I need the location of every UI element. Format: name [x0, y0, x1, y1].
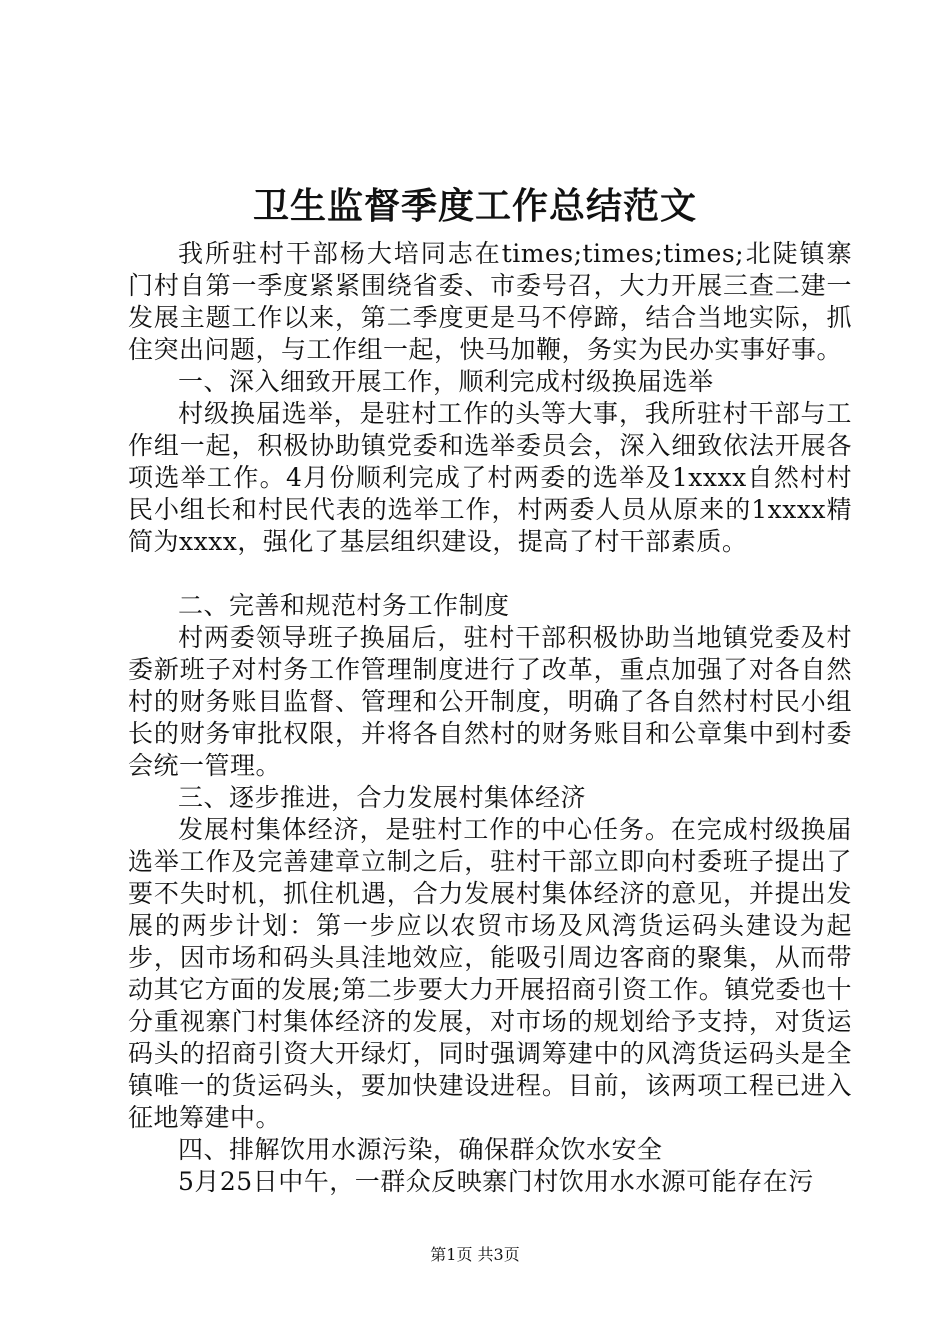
page-number-footer: 第1页 共3页 — [430, 1245, 520, 1264]
section-paragraph-1: 村级换届选举，是驻村工作的头等大事，我所驻村干部与工作组一起，积极协助镇党委和选举委员会，深入细致依法开展各项选举工作。4月份顺利完成了村两委的选举及1xxxx自然村村民小组长和村民代表的选举工作，村两委人员从原来的1xxxx精简为xxxx，强化了基层组织建设，提高了村干部素质。 — [128, 399, 852, 556]
section-paragraph-4: 5月25日中午，一群众反映寨门村饮用水水源可能存在污 — [178, 1167, 814, 1196]
document-title: 卫生监督季度工作总结范文 — [252, 185, 697, 227]
section-paragraph-3: 发展村集体经济，是驻村工作的中心任务。在完成村级换届选举工作及完善建章立制之后，驻村干部立即向村委班子提出了要不失时机，抓住机遇，合力发展村集体经济的意见，并提出发展的两步计划：第一步应以农贸市场及风湾货运码头建设为起步，因市场和码头具洼地效应，能吸引周边客商的聚集，从而带动其它方面的发展;第二步要大力开展招商引资工作。镇党委也十分重视寨门村集体经济的发展，对市场的规划给予支持，对货运码头的招商引资大开绿灯，同时强调筹建中的风湾货运码头是全镇唯一的货运码头，要加快建设进程。目前，该两项工程已进入征地筹建中。 — [128, 815, 852, 1132]
section-heading-1: 一、深入细致开展工作，顺利完成村级换届选举 — [178, 367, 714, 396]
section-paragraph-2: 村两委领导班子换届后，驻村干部积极协助当地镇党委及村委新班子对村务工作管理制度进行了改革，重点加强了对各自然村的财务账目监督、管理和公开制度，明确了各自然村村民小组长的财务审批权限，并将各自然村的财务账目和公章集中到村委会统一管理。 — [128, 623, 852, 780]
section-heading-3: 三、逐步推进，合力发展村集体经济 — [178, 783, 587, 812]
intro-paragraph: 我所驻村干部杨大培同志在times;times;times;北陡镇寨门村自第一季度紧紧围绕省委、市委号召，大力开展三查二建一发展主题工作以来，第二季度更是马不停蹄，结合当地实际，抓住突出问题，与工作组一起，快马加鞭，务实为民办实事好事。 — [128, 239, 852, 364]
document-body — [128, 238, 852, 1198]
section-heading-2: 二、完善和规范村务工作制度 — [178, 591, 510, 620]
section-heading-4: 四、排解饮用水源污染，确保群众饮水安全 — [178, 1135, 663, 1164]
